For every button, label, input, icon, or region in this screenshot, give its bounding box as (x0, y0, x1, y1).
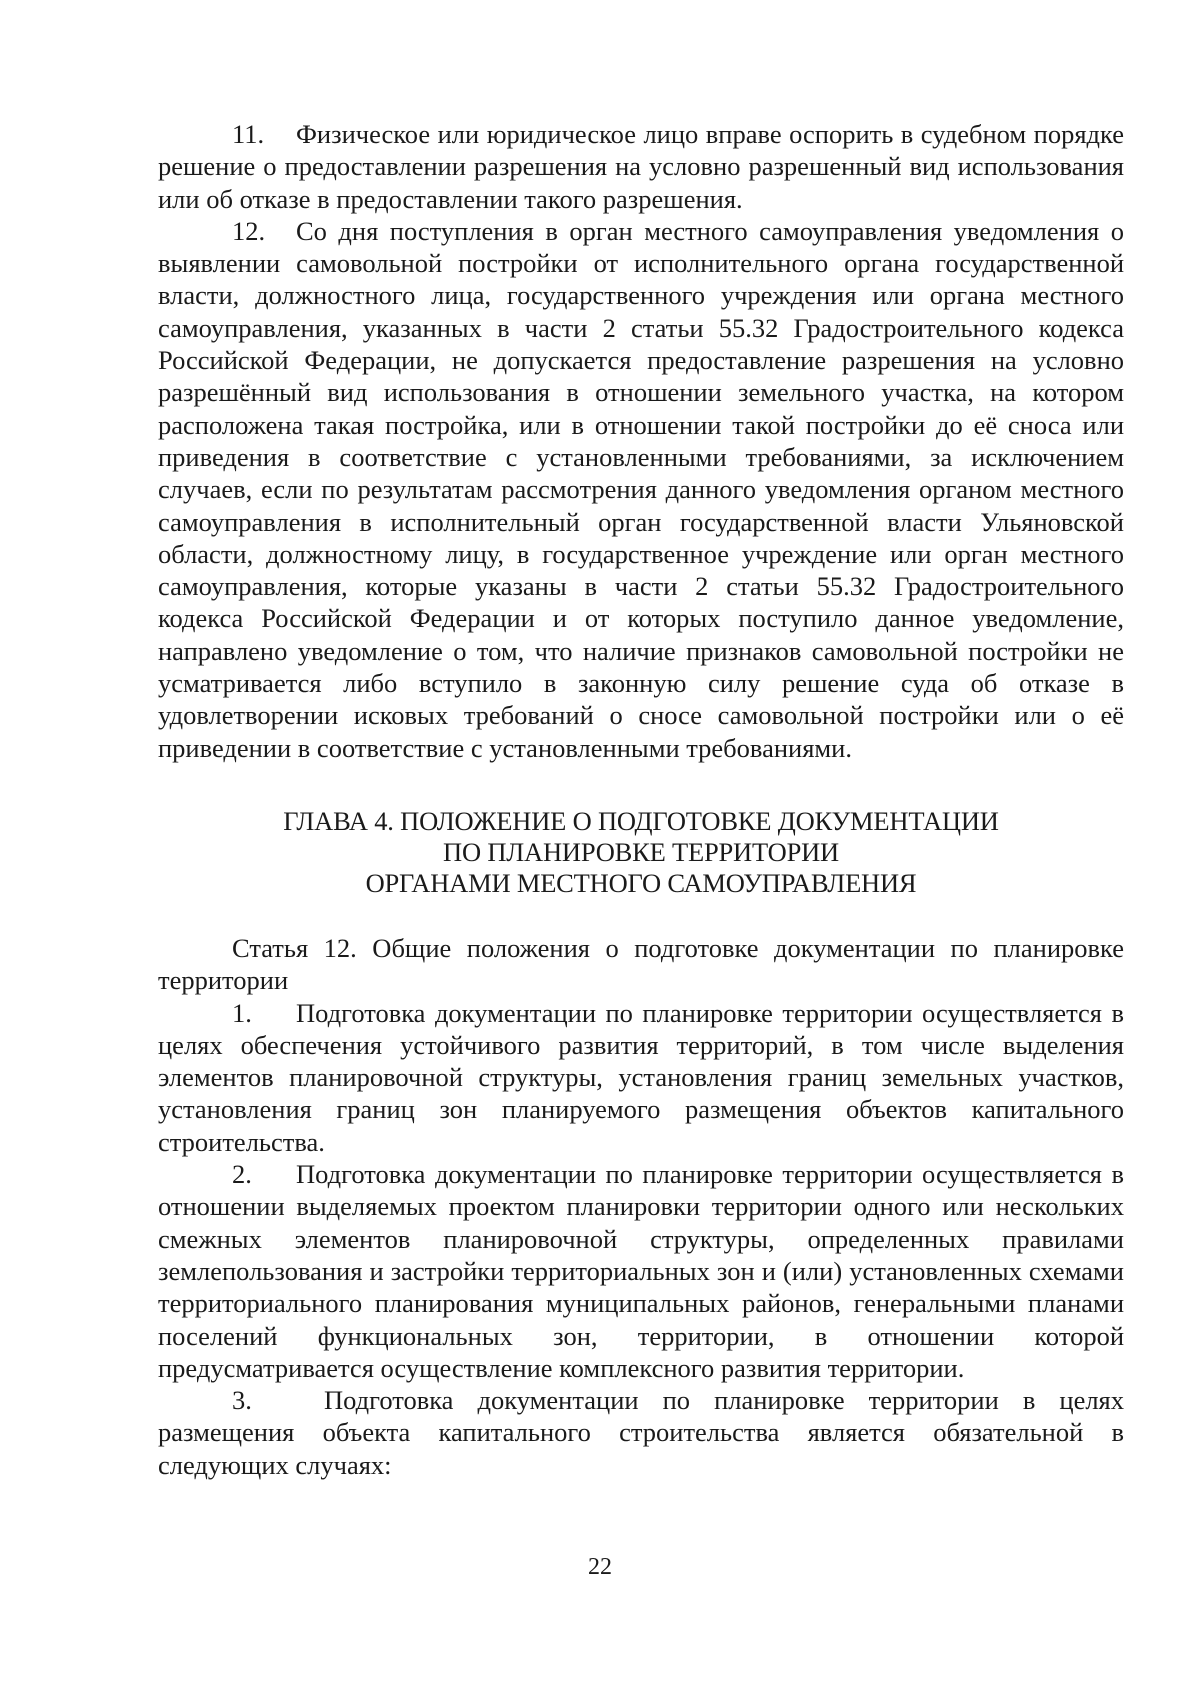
paragraph-number: 12. (232, 215, 266, 246)
paragraph-text: Физическое или юридическое лицо вправе оспорить в судебном порядке решение о предоставлении разрешения на условно разрешенный вид использования или об отказе в предоставлении такого разрешения. (158, 119, 1124, 214)
chapter-heading-line-1: ГЛАВА 4. ПОЛОЖЕНИЕ О ПОДГОТОВКЕ ДОКУМЕНТАЦИИ (283, 805, 999, 836)
paragraph-number: 2. (232, 1159, 252, 1190)
chapter-heading-line-2: ПО ПЛАНИРОВКЕ ТЕРРИТОРИИ (443, 836, 839, 867)
paragraph-text: Подготовка документации по планировке территории осуществляется в целях обеспечения устойчивого развития территорий, в том числе выделения элементов планировочной структуры, установления границ земельных участков, установления границ зон планируемого размещения объектов капитального строительства. (158, 997, 1124, 1157)
chapter-heading-line-3: ОРГАНАМИ МЕСТНОГО САМОУПРАВЛЕНИЯ (365, 867, 917, 898)
article-paragraph-2 (158, 1158, 1124, 1384)
paragraph-number: 1. (232, 997, 252, 1028)
paragraph-text: Подготовка документации по планировке территории в целях размещения объекта капитального строительства является обязательной в следующих случаях: (158, 1385, 1124, 1480)
paragraph-11 (158, 118, 1124, 215)
article-title: Статья 12. Общие положения о подготовке документации по планировке территории (158, 932, 1124, 996)
paragraph-number: 3. (232, 1385, 252, 1416)
article-paragraph-3 (158, 1384, 1124, 1481)
paragraph-12 (158, 215, 1124, 764)
article-paragraph-1 (158, 997, 1124, 1158)
chapter-heading (158, 806, 1124, 899)
document-page (158, 118, 1124, 1481)
page-number: 22 (588, 1554, 612, 1580)
paragraph-text: Подготовка документации по планировке территории осуществляется в отношении выделяемых проектом планировки территории одного или нескольких смежных элементов планировочной структуры, определенных правилами землепользования и застройки территориальных зон и (или) установленных схемами территориального планирования муниципальных районов, генеральными планами поселений функциональных зон, территории, в отношении которой предусматривается осуществление комплексного развития территории. (158, 1159, 1124, 1383)
paragraph-text: Со дня поступления в орган местного самоуправления уведомления о выявлении самовольной постройки от исполнительного органа государственной власти, должностного лица, государственного учреждения или органа местного самоуправления, указанных в части 2 статьи 55.32 Градостроительного кодекса Российской Федерации, не допускается предоставление разрешения на условно разрешённый вид использования в отношении земельного участка, на котором расположена такая постройка, или в отношении такой постройки до её сноса или приведения в соответствие с установленными требованиями, за исключением случаев, если по результатам рассмотрения данного уведомления органом местного самоуправления в исполнительный орган государственной власти Ульяновской области, должностному лицу, в государственное учреждение или орган местного самоуправления, которые указаны в части 2 статьи 55.32 Градостроительного кодекса Российской Федерации и от которых поступило данное уведомление, направлено уведомление о том, что наличие признаков самовольной постройки не усматривается либо вступило в законную силу решение суда об отказе в удовлетворении исковых требований о сносе самовольной постройки или о её приведении в соответствие с установленными требованиями. (158, 215, 1124, 763)
paragraph-number: 11. (232, 119, 265, 149)
